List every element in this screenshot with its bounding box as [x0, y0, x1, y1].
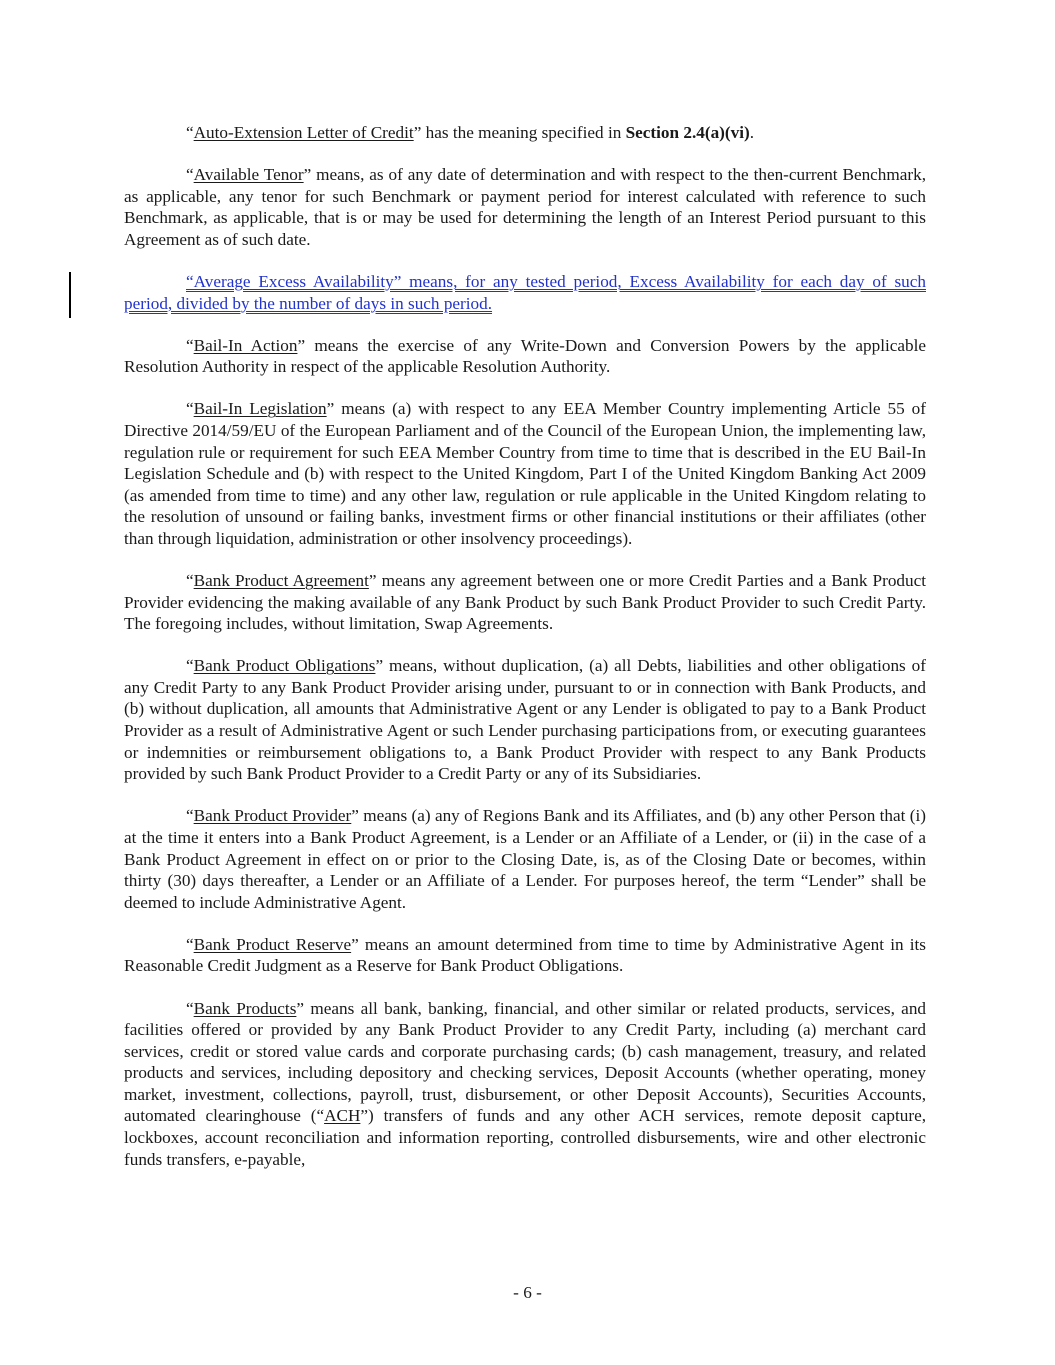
defined-term: Available Tenor — [193, 165, 304, 185]
defined-term: Bank Product Reserve — [193, 934, 352, 954]
document-page — [124, 122, 926, 1191]
definition-bank-product-obligations: “Bank Product Obligations” means, without duplication, (a) all Debts, liabilities and other obligations of any Credit Party to any Bank Product Provider arising under, pursuant to or in connection with Bank Products, and (b) without duplication, all amounts that Administrative Agent or any Lender is obligated to pay to a Bank Product Provider as a result of Administrative Agent or such Lender purchasing participations from, or executing guarantees or indemnities or reimbursement obligations to, a Bank Product Provider with respect to any Bank Products provided by such Bank Product Provider to a Credit Party or any of its Subsidiaries. — [124, 656, 926, 784]
definition-bank-products: “Bank Products” means all bank, banking, financial, and other similar or related products, services, and facilities offered or provided by any Bank Product Provider to any Credit Party, including (a) merchant card services, credit or stored value cards and corporate purchasing cards; (b) cash management, treasury, and related products and services, including depository and checking services, Deposit Accounts (whether operating, money market, investment, collections, payroll, trust, disbursement, or other Deposit Accounts), Securities Accounts, automated clearinghouse (“ACH”) transfers of funds and any other ACH services, remote deposit capture, lockboxes, account reconciliation and information reporting, controlled disbursements, wire and other electronic funds transfers, e-payable, — [124, 998, 927, 1169]
page-number: - 6 - — [513, 1283, 542, 1302]
revision-change-bar — [69, 272, 71, 318]
defined-term: Bank Product Obligations — [193, 656, 376, 676]
definition-bail-in-legislation: “Bail-In Legislation” means (a) with respect to any EEA Member Country implementing Article 55 of Directive 2014/59/EU of the European Parliament and of the Council of the European Union, the implementing law, regulation rule or requirement for such EEA Member Country from time to time that is described in the EU Bail-In Legislation Schedule and (b) with respect to the United Kingdom, Part I of the United Kingdom Banking Act 2009 (as amended from time to time) and any other law, regulation or rule applicable in the United Kingdom relating to the resolution of unsound or failing banks, investment firms or other financial institutions or their affiliates (other than through liquidation, administration or other insolvency proceedings). — [124, 399, 926, 548]
defined-term: Bank Product Provider — [193, 806, 352, 826]
defined-term-ach: ACH — [324, 1106, 361, 1126]
inserted-revision-text: “Average Excess Availability” means, for any tested period, Excess Availability for each day of such period, divided by the number of days in such period. — [124, 271, 926, 313]
definition-bail-in-action: “Bail-In Action” means the exercise of any Write-Down and Conversion Powers by the applicable Resolution Authority in respect of the applicable Resolution Authority. — [124, 335, 926, 377]
definition-bank-product-agreement: “Bank Product Agreement” means any agreement between one or more Credit Parties and a Bank Product Provider evidencing the making available of any Bank Product by such Bank Product Provider to such Credit Party. The foregoing includes, without limitation, Swap Agreements. — [124, 571, 927, 634]
definition-auto-extension-letter-of-credit: “Auto-Extension Letter of Credit” has the meaning specified in Section 2.4(a)(vi). — [186, 123, 755, 142]
definition-bank-product-reserve: “Bank Product Reserve” means an amount determined from time to time by Administrative Agent in its Reasonable Credit Judgment as a Reserve for Bank Product Obligations. — [124, 934, 926, 976]
defined-term: Auto-Extension Letter of Credit — [193, 123, 414, 142]
definition-bank-product-provider: “Bank Product Provider” means (a) any of Regions Bank and its Affiliates, and (b) any other Person that (i) at the time it enters into a Bank Product Agreement, is a Lender or an Affiliate of a Lender, or (ii) in the case of a Bank Product Agreement in effect on or prior to the Closing Date, is, as of the Closing Date or becomes, within thirty (30) days thereafter, a Lender or an Affiliate of a Lender. For purposes hereof, the term “Lender” shall be deemed to include Administrative Agent. — [124, 806, 926, 912]
defined-term: Bail-In Legislation — [193, 399, 327, 419]
defined-term: Bail-In Action — [193, 335, 298, 355]
section-reference: Section 2.4(a)(vi) — [625, 123, 750, 142]
defined-term: Bank Product Agreement — [193, 571, 369, 590]
definition-available-tenor: “Available Tenor” means, as of any date of determination and with respect to the then-current Benchmark, as applicable, any tenor for such Benchmark or payment period for interest calculated with reference to such Benchmark, as applicable, that is or may be used for determining the length of an Interest Period pursuant to this Agreement as of such date. — [124, 165, 927, 249]
definition-average-excess-availability — [124, 271, 926, 314]
defined-term: Bank Products — [193, 998, 297, 1018]
